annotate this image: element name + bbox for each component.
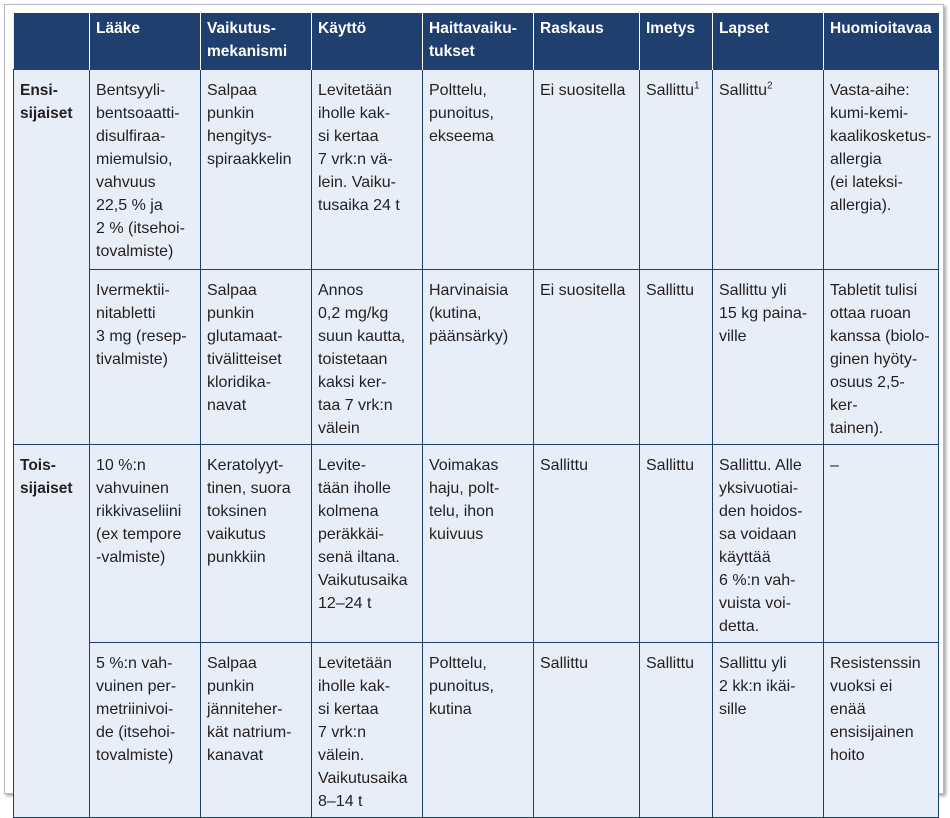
scabies-treatment-table [13, 13, 939, 818]
footnote-marker: 2 [767, 80, 773, 92]
group-label-secondary: Tois- sijaiset [14, 445, 90, 818]
cell-huomioitavaa: Resistenssin vuoksi ei enää ensisijainen hoito [824, 643, 939, 818]
cell-haitat: Voimakas haju, polt- telu, ihon kuivuus [423, 445, 534, 643]
cell-kaytto: Levitetään iholle kak- si kertaa 7 vrk:n välein. Vaikutusaika 8–14 t [312, 643, 423, 818]
header-row [14, 13, 939, 70]
cell-laake: 10 %:n vahvuinen rikkivaseliini (ex tempore -valmiste) [90, 445, 201, 643]
cell-haitat: Polttelu, punoitus, ekseema [423, 70, 534, 270]
cell-kaytto: Levite- tään iholle kolmena peräkkäi- senä iltana. Vaikutusaika 12–24 t [312, 445, 423, 643]
imetys-text: Sallittu [646, 82, 695, 99]
cell-haitat: Harvinaisia (kutina, päänsärky) [423, 270, 534, 445]
header-group [14, 13, 90, 70]
cell-raskaus: Sallittu [534, 445, 640, 643]
header-kaytto: Käyttö [312, 13, 423, 70]
footnote-marker: 1 [694, 80, 700, 92]
table-row [14, 445, 939, 643]
header-raskaus: Raskaus [534, 13, 640, 70]
cell-kaytto: Levitetään iholle kak- si kertaa 7 vrk:n vä- lein. Vaiku- tusaika 24 t [312, 70, 423, 270]
cell-laake: 5 %:n vah- vuinen per- metriinivoi- de (itsehoi- tovalmiste) [90, 643, 201, 818]
cell-imetys [640, 70, 713, 270]
cell-lapset: Sallittu. Alle yksivuotiai- den hoidos- sa voidaan käyttää 6 %:n vah- vuista voi- detta. [713, 445, 824, 643]
table-row [14, 270, 939, 445]
document-frame [4, 4, 944, 810]
cell-mekanismi: Salpaa punkin glutamaat- tivälitteiset kloridika- navat [201, 270, 312, 445]
header-huomioitavaa: Huomioitavaa [824, 13, 939, 70]
table-row [14, 70, 939, 270]
cell-haitat: Polttelu, punoitus, kutina [423, 643, 534, 818]
lapset-text: Sallittu [719, 82, 768, 99]
cell-laake: Ivermektii- nitabletti 3 mg (resep- tivalmiste) [90, 270, 201, 445]
cell-imetys: Sallittu [640, 270, 713, 445]
cell-raskaus: Ei suositella [534, 270, 640, 445]
header-laake: Lääke [90, 13, 201, 70]
cell-lapset: Sallittu yli 2 kk:n ikäi- sille [713, 643, 824, 818]
cell-laake: Bentsyyli- bentsoaatti- disulfiraa- miemulsio, vahvuus 22,5 % ja 2 % (itsehoi- tovalmiste) [90, 70, 201, 270]
header-imetys: Imetys [640, 13, 713, 70]
cell-raskaus: Ei suositella [534, 70, 640, 270]
header-mekanismi: Vaikutus- mekanismi [201, 13, 312, 70]
cell-huomioitavaa: Tabletit tulisi ottaa ruoan kanssa (biolo- ginen hyöty- osuus 2,5-ker- tainen). [824, 270, 939, 445]
cell-mekanismi: Keratolyyt- tinen, suora toksinen vaikutus punkkiin [201, 445, 312, 643]
cell-huomioitavaa: – [824, 445, 939, 643]
cell-lapset [713, 70, 824, 270]
header-lapset: Lapset [713, 13, 824, 70]
cell-imetys: Sallittu [640, 445, 713, 643]
cell-huomioitavaa: Vasta-aihe: kumi-kemi- kaalikosketus- allergia (ei lateksi- allergia). [824, 70, 939, 270]
cell-kaytto: Annos 0,2 mg/kg suun kautta, toistetaan kaksi ker- taa 7 vrk:n välein [312, 270, 423, 445]
cell-imetys: Sallittu [640, 643, 713, 818]
group-label-primary: Ensi- sijaiset [14, 70, 90, 445]
cell-lapset: Sallittu yli 15 kg paina- ville [713, 270, 824, 445]
header-haitat: Haittavaiku- tukset [423, 13, 534, 70]
cell-raskaus: Sallittu [534, 643, 640, 818]
table-row [14, 643, 939, 818]
cell-mekanismi: Salpaa punkin jänniteher- kät natrium- kanavat [201, 643, 312, 818]
cell-mekanismi: Salpaa punkin hengitys- spiraakkelin [201, 70, 312, 270]
